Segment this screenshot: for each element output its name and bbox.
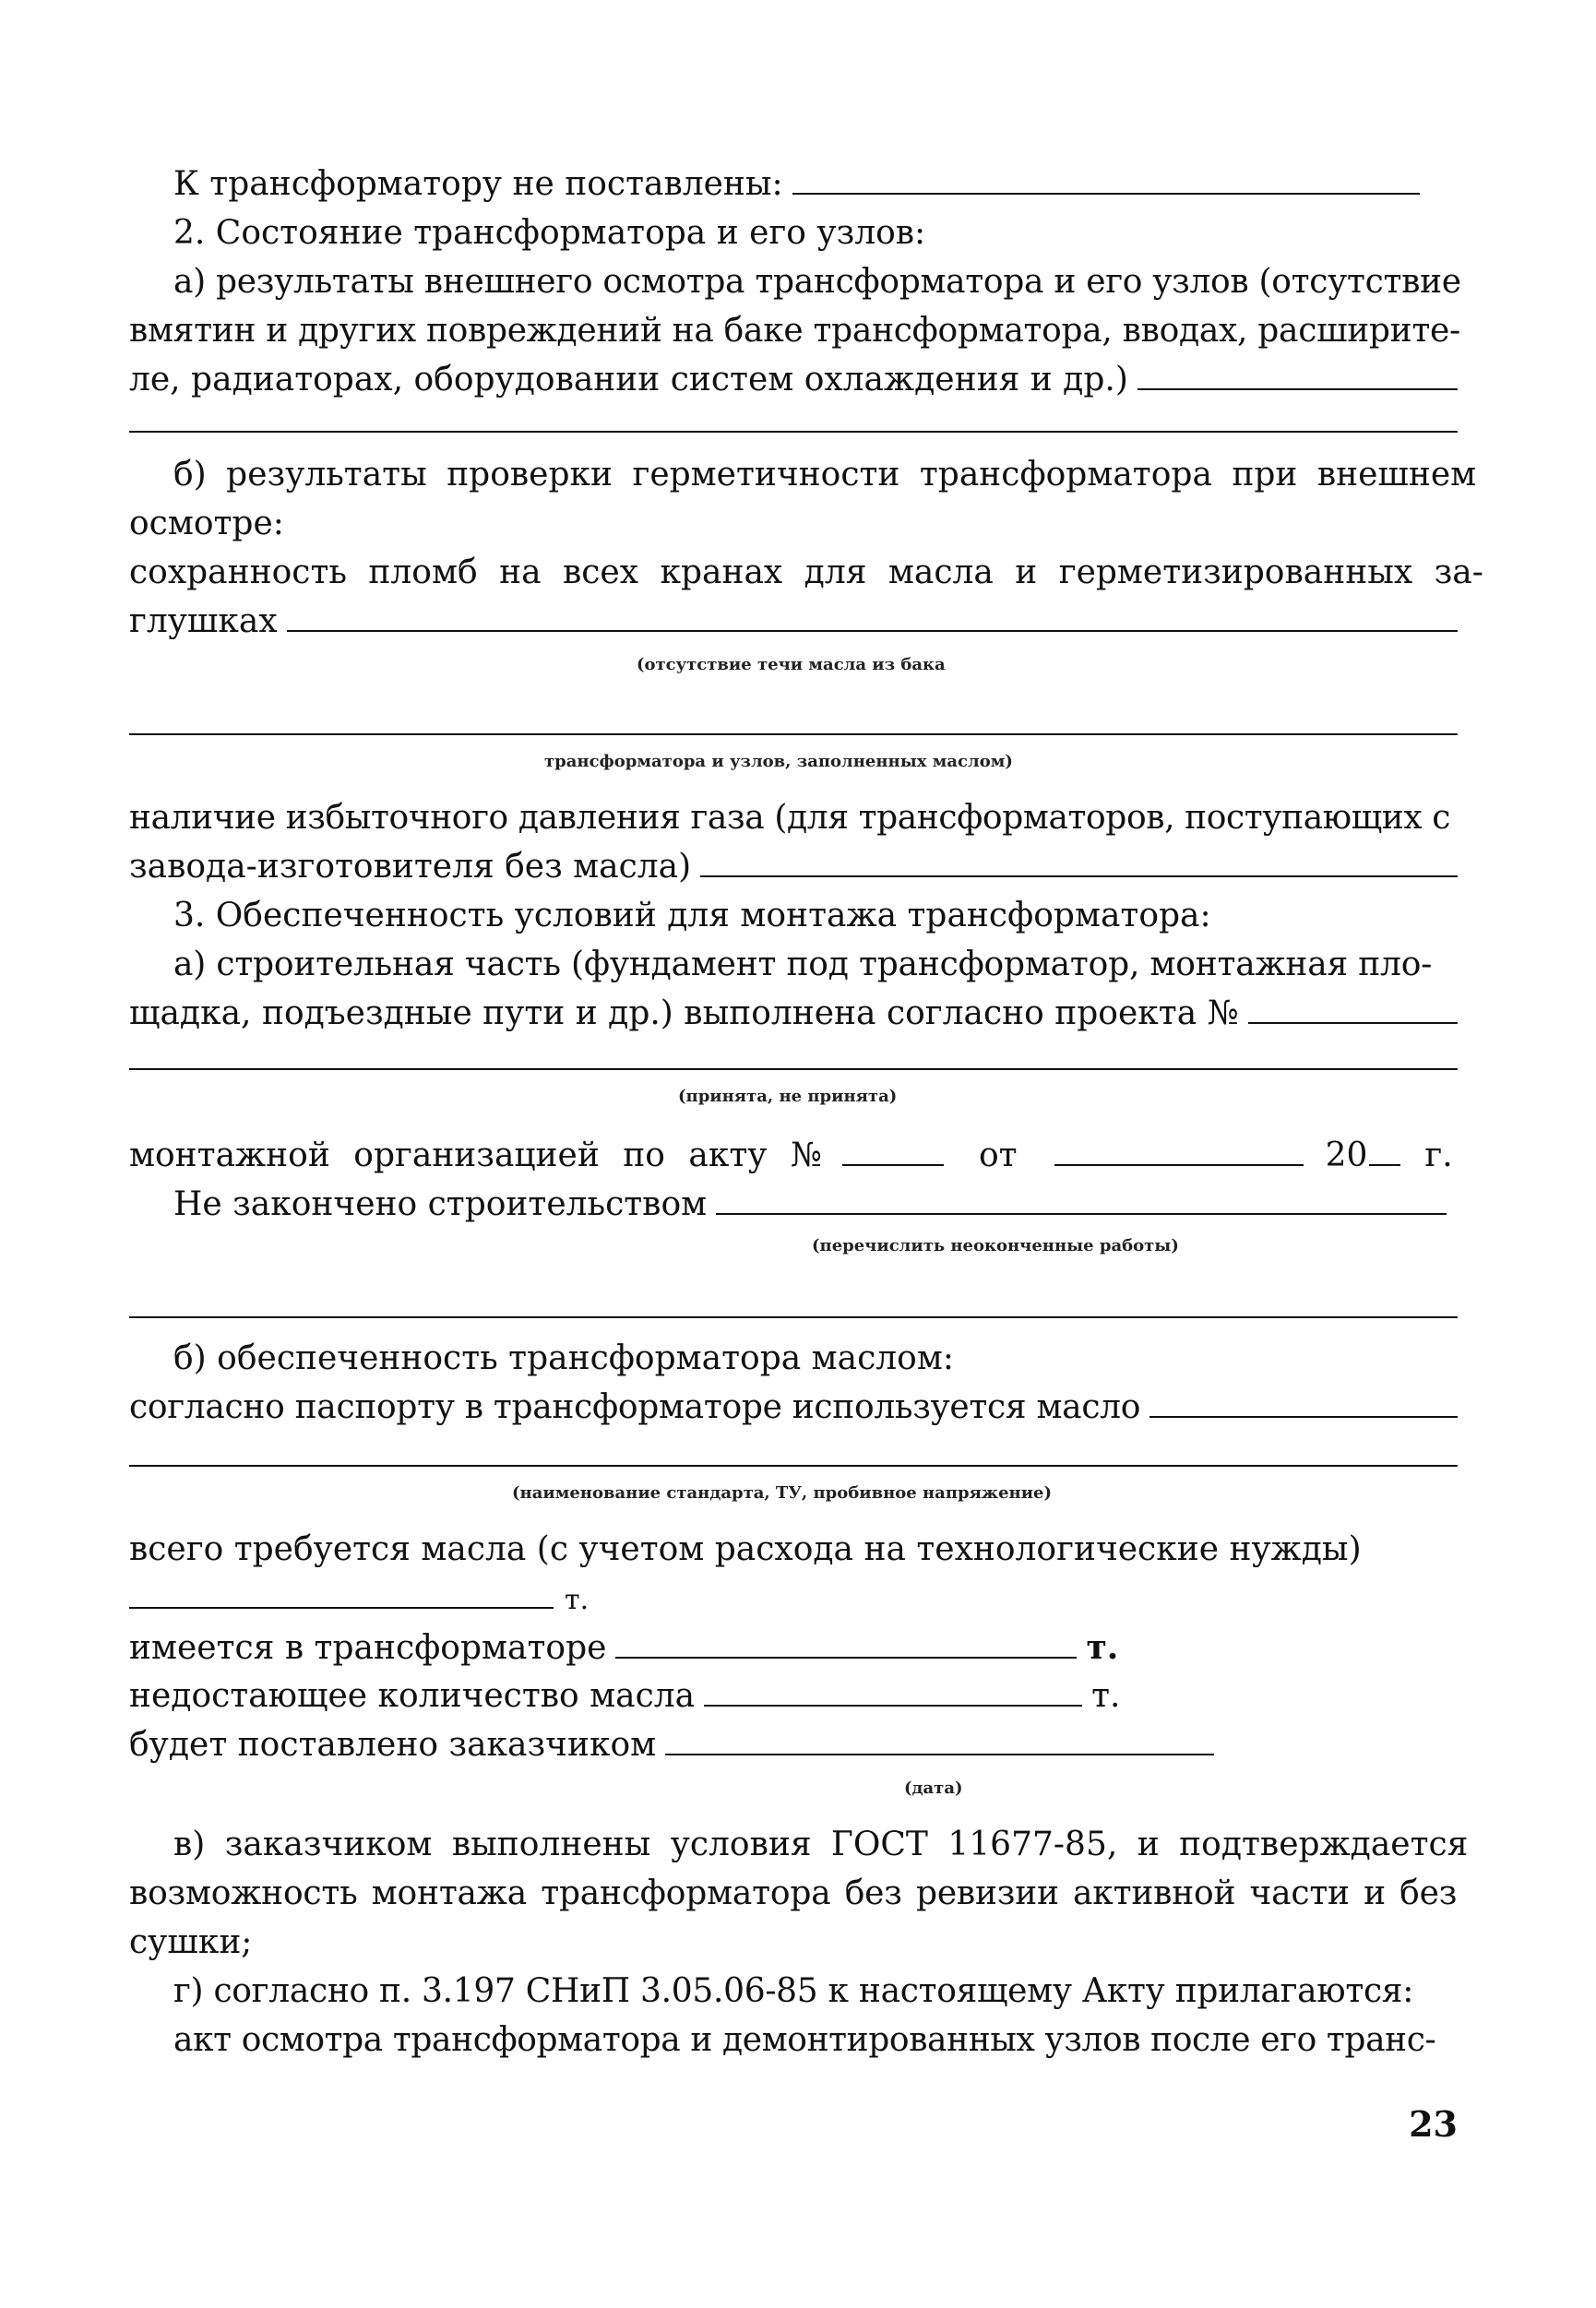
page-number: 23 [1409, 2103, 1458, 2145]
item-2a-line-2 [129, 308, 1458, 356]
item-3a-text-1: а) строительная часть (фундамент под трансформатор, монтажная пло- [173, 946, 1433, 983]
oil-required-text: всего требуется масла (с учетом расхода на технологические нужды) [129, 1530, 1362, 1568]
item-3c-text-3: сушки; [129, 1923, 253, 1961]
oil-type-label: согласно паспорту в трансформаторе используется масло [129, 1388, 1141, 1426]
act-year-field[interactable] [1369, 1133, 1400, 1166]
oil-delivery-line [129, 1722, 1458, 1770]
item-3b-title: б) обеспеченность трансформатора маслом: [173, 1339, 954, 1377]
item-2b-text-2: осмотре: [129, 505, 284, 542]
unfinished-field[interactable] [716, 1182, 1447, 1215]
item-2a-text-2: вмятин и других повреждений на баке трансформатора, вводах, расширите- [129, 312, 1460, 350]
oil-required-unit: т. [565, 1584, 590, 1616]
not-delivered-label: К трансформатору не поставлены: [173, 165, 783, 203]
section-3-title: 3. Обеспеченность условий для монтажа трансформатора: [173, 897, 1211, 934]
item-2b-text-1: б) результаты проверки герметичности трансформатора при внешнем [173, 456, 1477, 494]
oil-delivery-label: будет поставлено заказчиком [129, 1726, 657, 1764]
item-3d-text-2: акт осмотра трансформатора и демонтированных узлов после его транс- [173, 2021, 1436, 2059]
seal-line-2 [129, 599, 1458, 647]
caption-accepted: (принята, не принята) [678, 1087, 898, 1106]
section-2-heading [173, 210, 1458, 258]
oil-required-field[interactable] [129, 1576, 554, 1609]
oil-present-label: имеется в трансформаторе [129, 1629, 607, 1667]
unfinished-label: Не закончено строительством [173, 1185, 708, 1223]
caption-unfinished: (перечислить неоконченные работы) [812, 1236, 1179, 1255]
act-label: монтажной организацией по акту № [129, 1136, 822, 1174]
oil-delivery-date-field[interactable] [665, 1722, 1214, 1755]
gas-pressure-text-1: наличие избыточного давления газа (для трансформаторов, поступающих с [129, 799, 1451, 837]
not-delivered-line [173, 161, 1458, 209]
caption-leak-1: (отсутствие течи масла из бака [637, 655, 946, 674]
caption-oil-standard: (наименование стандарта, ТУ, пробивное напряжение) [512, 1483, 1053, 1503]
oil-missing-label: недостающее количество масла [129, 1677, 696, 1715]
item-3c-text-1: в) заказчиком выполнены условия ГОСТ 11677-85, и подтверждается [173, 1826, 1469, 1863]
act-from-label: от [978, 1136, 1018, 1174]
item-3c-line-3 [129, 1920, 1458, 1968]
oil-missing-line [129, 1673, 1458, 1721]
caption-date: (дата) [904, 1779, 963, 1798]
item-2a-text-3: ле, радиаторах, оборудовании систем охлаждения и др.) [129, 361, 1128, 399]
project-number-field[interactable] [1248, 991, 1458, 1024]
oil-type-line [129, 1385, 1458, 1433]
not-delivered-field[interactable] [792, 161, 1420, 195]
oil-missing-field[interactable] [704, 1673, 1082, 1707]
item-3c-text-2: возможность монтажа трансформатора без ревизии активной части и без [129, 1874, 1458, 1912]
act-year-prefix: 20 [1325, 1136, 1368, 1174]
oil-present-unit: т. [1086, 1628, 1119, 1667]
act-date-field[interactable] [1054, 1133, 1304, 1166]
leak-field-line[interactable] [129, 733, 1458, 735]
item-3a-line-1 [173, 942, 1458, 990]
act-line [129, 1133, 1458, 1181]
item-3b-heading [173, 1336, 1458, 1384]
project-accepted-line[interactable] [129, 1068, 1458, 1070]
oil-present-field[interactable] [615, 1625, 1077, 1659]
section-3-heading [173, 893, 1458, 941]
item-2b-line-2 [129, 501, 1458, 549]
item-2a-line-1 [173, 259, 1461, 307]
seal-text-1: сохранность пломб на всех кранах для масла и герметизированных за- [129, 553, 1483, 591]
act-year-suffix: г. [1424, 1136, 1453, 1174]
seal-line-1 [129, 550, 1483, 598]
caption-leak-2: трансформатора и узлов, заполненных маслом) [544, 752, 1013, 771]
unfinished-field-line-2[interactable] [129, 1316, 1458, 1318]
oil-present-line [129, 1624, 1458, 1672]
item-2a-text-1: а) результаты внешнего осмотра трансформатора и его узлов (отсутствие [173, 263, 1461, 301]
item-3c-line-1 [173, 1822, 1469, 1870]
oil-type-field[interactable] [1149, 1385, 1458, 1418]
section-2-title: 2. Состояние трансформатора и его узлов: [173, 214, 926, 252]
oil-required-line [129, 1527, 1458, 1575]
item-3a-line-2 [129, 991, 1458, 1039]
gas-pressure-line-2 [129, 844, 1458, 892]
item-3a-text-2: щадка, подъездные пути и др.) выполнена согласно проекта № [129, 994, 1239, 1032]
gas-pressure-field[interactable] [700, 844, 1458, 877]
item-3c-line-2 [129, 1871, 1458, 1919]
oil-missing-unit: т. [1091, 1677, 1121, 1715]
act-number-field[interactable] [842, 1133, 944, 1166]
seal-field[interactable] [287, 599, 1458, 632]
inspection-result-field[interactable] [1137, 357, 1458, 390]
seal-text-2: глушках [129, 602, 278, 640]
item-2a-line-3 [129, 357, 1458, 405]
oil-required-amount-line [129, 1576, 1458, 1624]
gas-pressure-text-2: завода-изготовителя без масла) [129, 848, 692, 886]
inspection-result-line-2[interactable] [129, 431, 1458, 433]
unfinished-line [173, 1182, 1447, 1230]
item-2b-line-1 [173, 452, 1477, 500]
item-3d-line-1 [173, 1969, 1458, 2017]
item-3d-line-2 [173, 2017, 1458, 2065]
gas-pressure-line-1 [129, 795, 1458, 843]
oil-type-field-line-2[interactable] [129, 1465, 1458, 1467]
item-3d-text-1: г) согласно п. 3.197 СНиП 3.05.06-85 к настоящему Акту прилагаются: [173, 1972, 1414, 2010]
